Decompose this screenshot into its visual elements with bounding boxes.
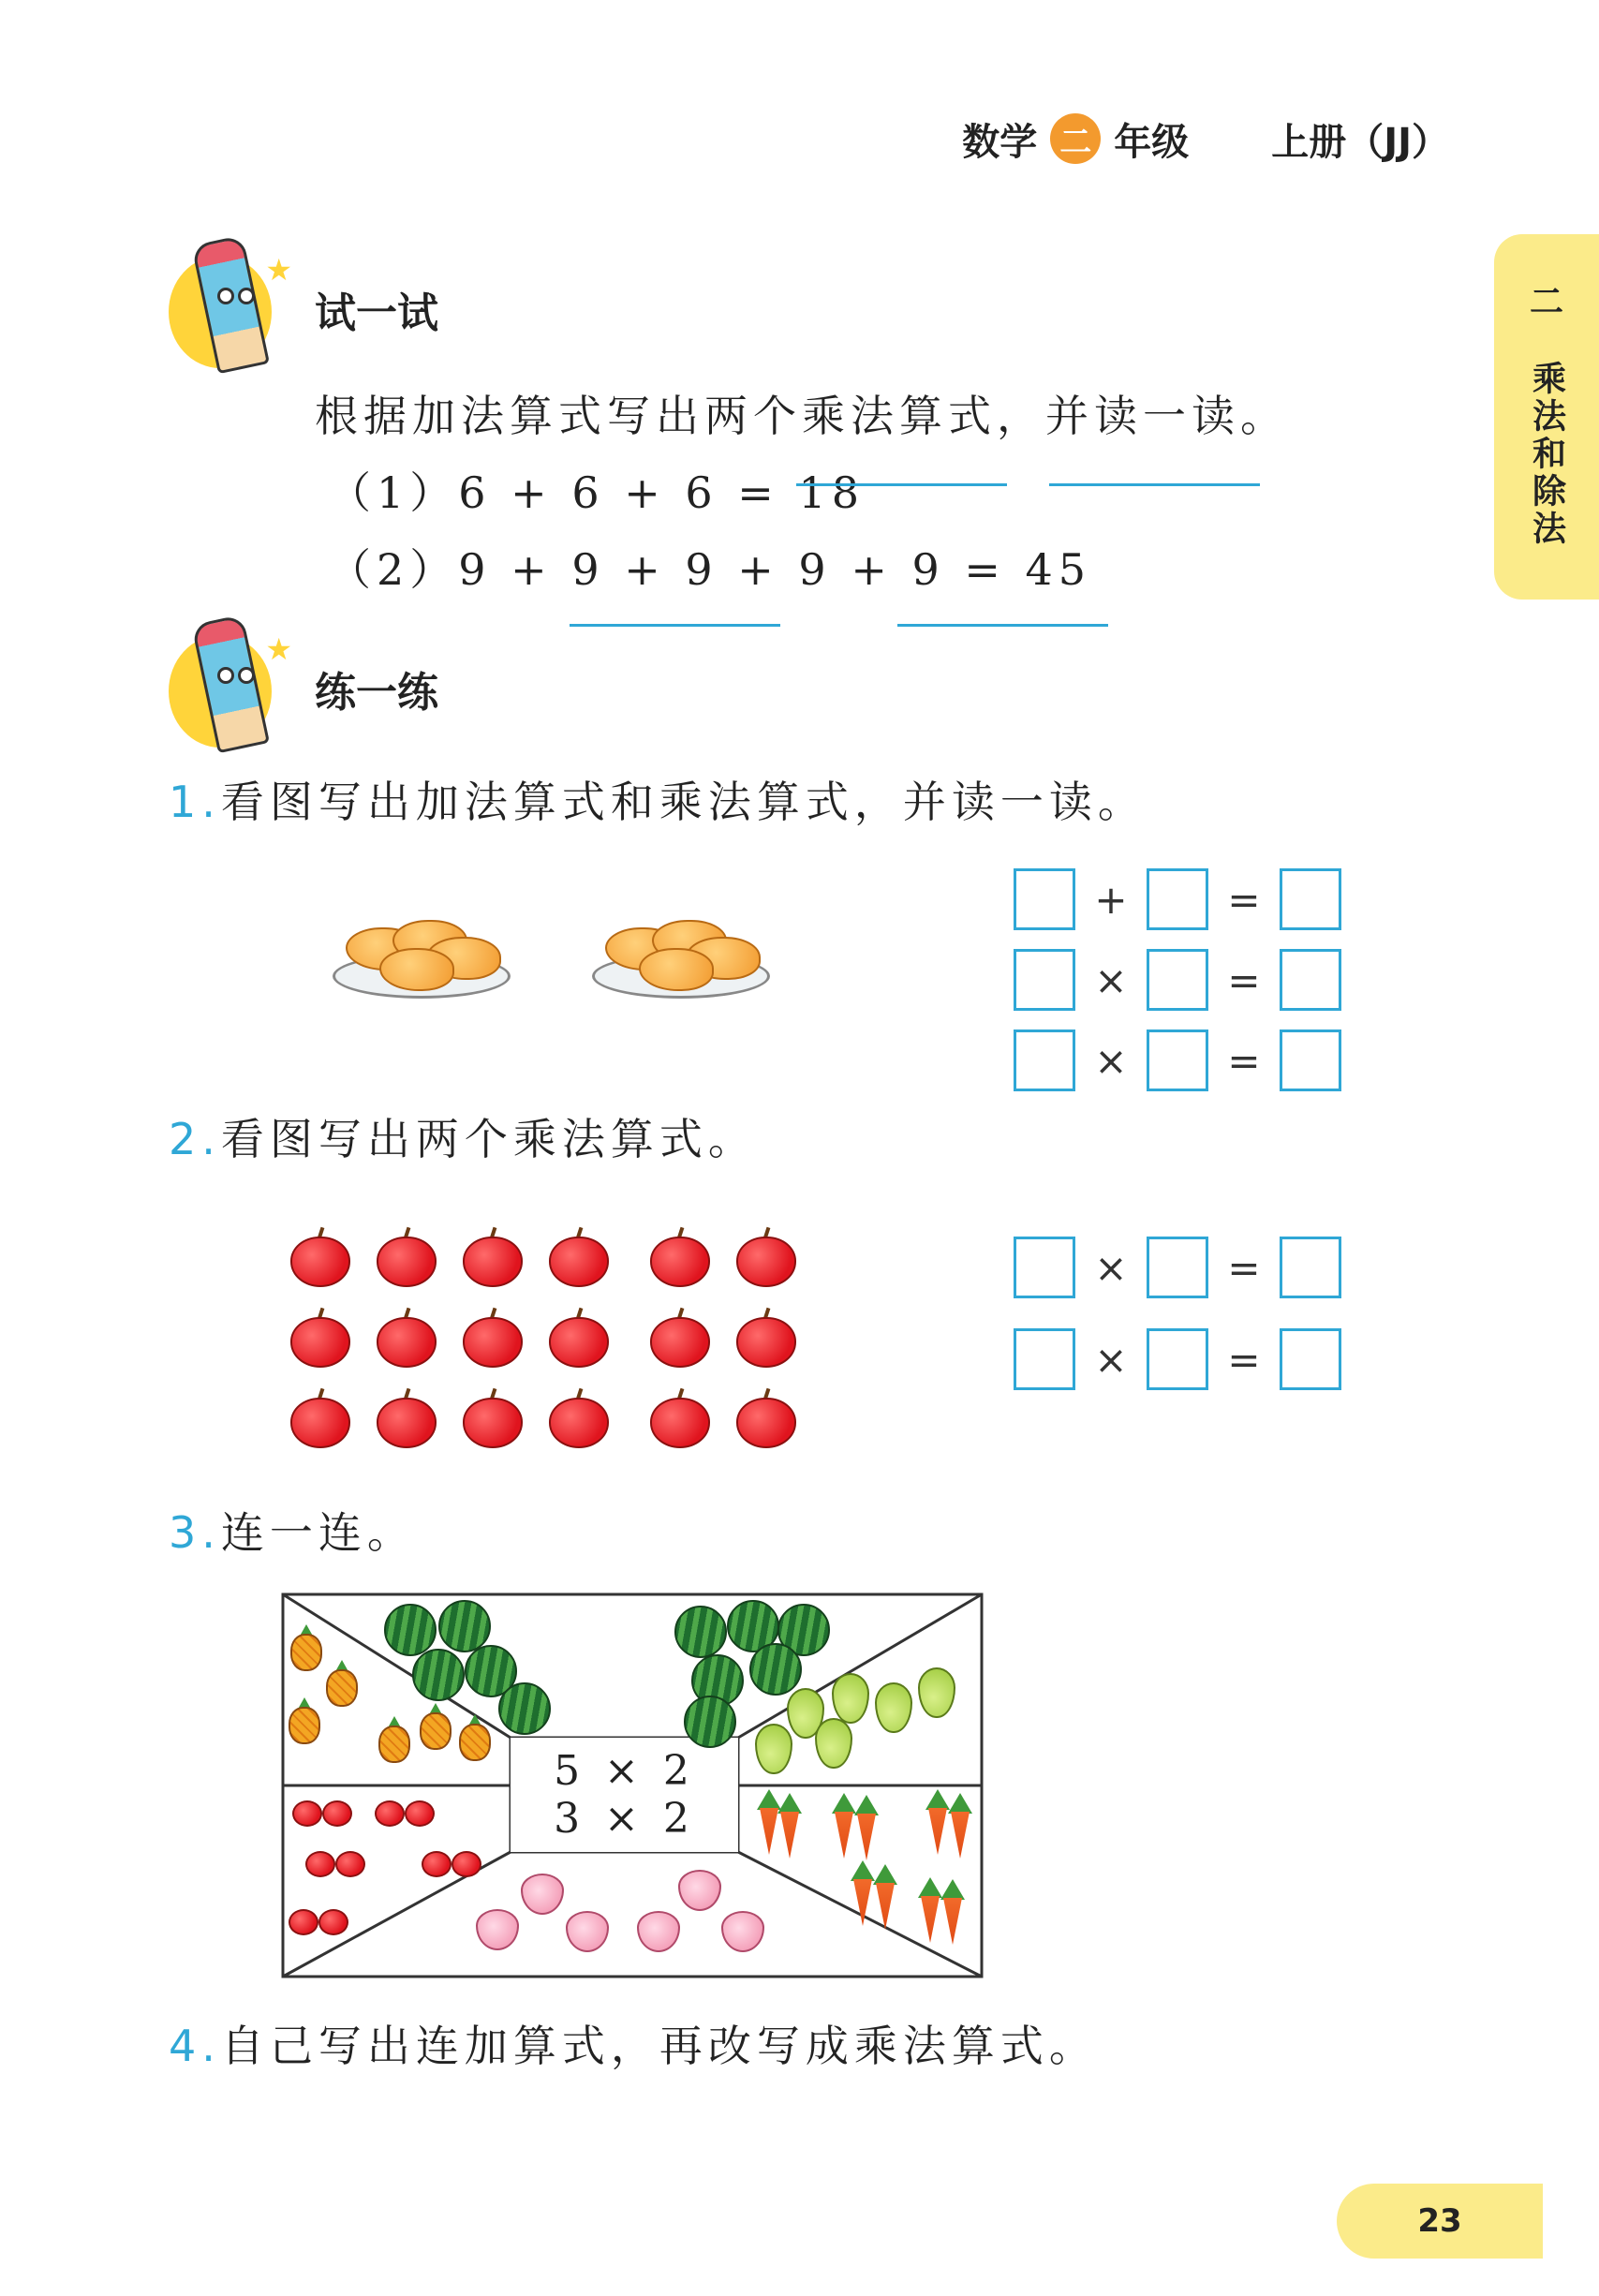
addition-equation-row [1014, 867, 1341, 932]
answer-box[interactable] [1147, 1237, 1208, 1298]
question-number: 4. [169, 2021, 221, 2071]
multiplication-equation-row [1014, 1235, 1341, 1300]
apple-icon [422, 1851, 452, 1877]
multiplication-equation-row [1014, 1326, 1341, 1392]
apple-icon [549, 1388, 609, 1446]
subject-label: 数学 [962, 120, 1038, 164]
page-header [962, 111, 1449, 167]
answer-box[interactable] [1147, 868, 1208, 930]
mango-plate [592, 899, 779, 1002]
apple-icon [736, 1388, 796, 1446]
apple-icon [650, 1308, 710, 1366]
apple-icon [375, 1800, 405, 1827]
equals-sign: = [1227, 956, 1261, 1003]
unit-title: 乘法和除法 [1527, 361, 1566, 548]
unit-number: 二 [1529, 283, 1563, 321]
answer-box[interactable] [1014, 949, 1075, 1011]
plus-sign: + [1094, 876, 1128, 923]
answer-blank[interactable] [897, 624, 1108, 627]
answer-box[interactable] [1280, 1029, 1341, 1091]
pineapple-icon [289, 1697, 320, 1744]
apple-icon [318, 1909, 348, 1935]
question-4 [169, 2012, 1098, 2074]
answer-box[interactable] [1014, 1237, 1075, 1298]
center-expressions [511, 1738, 738, 1852]
try-item-1: （1）6 + 6 + 6 = 18 [328, 467, 865, 518]
multiplication-equation-row [1014, 1028, 1341, 1093]
question-3 [169, 1499, 416, 1561]
expression-3x2[interactable]: 3 × 2 [554, 1795, 695, 1843]
apple-icon [289, 1909, 318, 1935]
page-number: 23 [1337, 2184, 1543, 2259]
apple-icon [290, 1227, 350, 1285]
mango-plate [333, 899, 520, 1002]
unit-side-tab [1494, 234, 1599, 600]
pineapple-icon [290, 1624, 322, 1671]
try-item-2: （2）9 + 9 + 9 + 9 + 9 = 45 [328, 544, 1092, 595]
answer-box[interactable] [1147, 1029, 1208, 1091]
watermelon-icon [749, 1643, 802, 1696]
times-sign: × [1094, 1037, 1128, 1084]
apple-icon [650, 1227, 710, 1285]
matching-diagram [281, 1592, 984, 1978]
practice-section-title: 练一练 [315, 669, 438, 717]
apple-icon [335, 1851, 365, 1877]
apple-icon [549, 1308, 609, 1366]
equals-sign: = [1227, 1244, 1261, 1291]
answer-box[interactable] [1014, 868, 1075, 930]
answer-box[interactable] [1280, 1328, 1341, 1390]
try-instruction: 根据加法算式写出两个乘法算式，并读一读。 [315, 391, 1289, 441]
apple-icon [405, 1800, 435, 1827]
times-sign: × [1094, 1336, 1128, 1383]
question-text: 连一连。 [220, 1507, 416, 1558]
apple-icon [736, 1227, 796, 1285]
times-sign: × [1094, 1244, 1128, 1291]
answer-box[interactable] [1280, 949, 1341, 1011]
pineapple-icon [420, 1703, 452, 1750]
question-number: 1. [169, 777, 221, 827]
apple-icon [377, 1388, 437, 1446]
apple-icon [377, 1308, 437, 1366]
volume-label: 上册（JJ） [1271, 120, 1449, 164]
watermelon-icon [684, 1696, 736, 1748]
pineapple-icon [378, 1716, 410, 1763]
equals-sign: = [1227, 1037, 1261, 1084]
watermelon-icon [438, 1600, 491, 1652]
question-text: 自己写出连加算式，再改写成乘法算式。 [220, 2021, 1098, 2071]
grade-badge: 二 [1050, 113, 1101, 164]
pencil-mascot-icon: ★ [169, 239, 309, 379]
watermelon-icon [412, 1649, 465, 1701]
apple-icon [290, 1388, 350, 1446]
answer-blank[interactable] [796, 483, 1007, 486]
question-1 [169, 768, 1147, 830]
question-text: 看图写出两个乘法算式。 [220, 1114, 757, 1164]
question-text: 看图写出加法算式和乘法算式，并读一读。 [220, 777, 1147, 827]
question-2 [169, 1105, 757, 1167]
apple-icon [549, 1227, 609, 1285]
apple-icon [463, 1388, 523, 1446]
practice-section-header [169, 618, 438, 759]
grade-label: 年级 [1114, 120, 1190, 164]
equals-sign: = [1227, 876, 1261, 923]
equals-sign: = [1227, 1336, 1261, 1383]
q2-equations [1014, 1235, 1341, 1392]
pencil-mascot-icon: ★ [169, 618, 309, 759]
apple-icon [452, 1851, 481, 1877]
q1-equations [1014, 867, 1341, 1093]
watermelon-icon [674, 1606, 727, 1658]
apple-icon [305, 1851, 335, 1877]
watermelon-icon [384, 1604, 437, 1656]
multiplication-equation-row [1014, 947, 1341, 1013]
try-section-header [169, 239, 438, 379]
answer-box[interactable] [1014, 1328, 1075, 1390]
answer-box[interactable] [1280, 1237, 1341, 1298]
answer-box[interactable] [1147, 949, 1208, 1011]
question-number: 2. [169, 1114, 221, 1164]
answer-blank[interactable] [570, 624, 780, 627]
apple-icon [290, 1308, 350, 1366]
apple-icon [377, 1227, 437, 1285]
apple-icon [463, 1308, 523, 1366]
answer-box[interactable] [1014, 1029, 1075, 1091]
answer-box[interactable] [1147, 1328, 1208, 1390]
answer-box[interactable] [1280, 868, 1341, 930]
apple-icon [322, 1800, 352, 1827]
apple-grid [290, 1227, 815, 1471]
answer-blank[interactable] [1049, 483, 1260, 486]
apple-icon [650, 1388, 710, 1446]
apple-icon [292, 1800, 322, 1827]
pineapple-icon [459, 1714, 491, 1761]
apple-icon [736, 1308, 796, 1366]
times-sign: × [1094, 956, 1128, 1003]
pineapple-icon [326, 1660, 358, 1707]
try-section-title: 试一试 [315, 289, 438, 337]
expression-5x2[interactable]: 5 × 2 [554, 1747, 695, 1795]
watermelon-icon [498, 1682, 551, 1735]
apple-icon [463, 1227, 523, 1285]
question-number: 3. [169, 1507, 221, 1558]
